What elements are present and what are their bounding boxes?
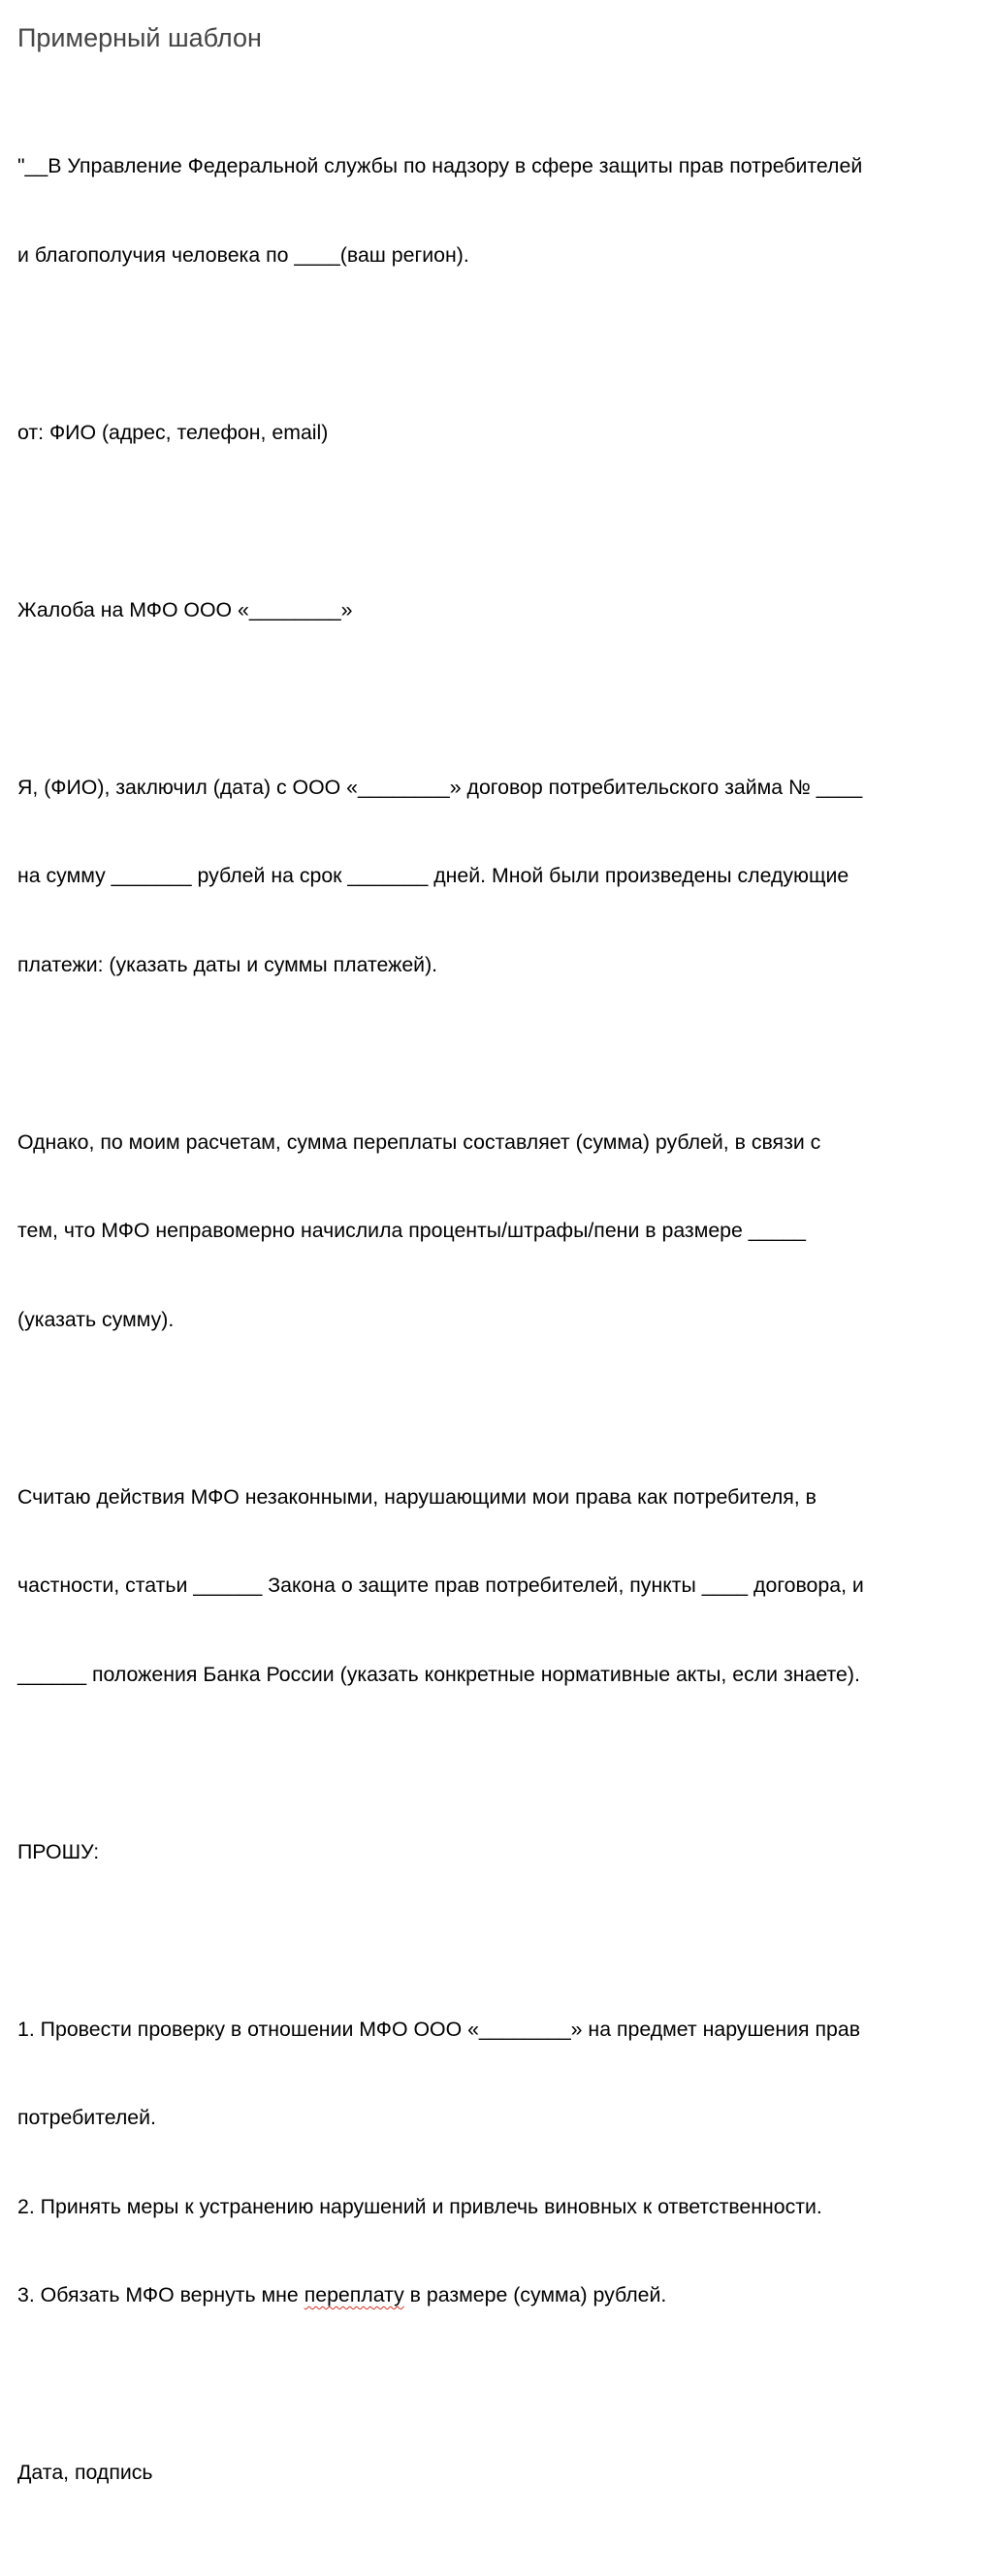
request-list	[17, 1956, 987, 2369]
subject-paragraph	[17, 536, 987, 684]
overpayment-line-1: Однако, по моим расчетам, сумма переплаты составляет (сумма) рублей, в связи с	[17, 1129, 821, 1154]
contract-line-2: на сумму _______ рублей на срок _______ дней. Мной были произведены следующие	[17, 864, 849, 887]
request-item-3	[17, 2280, 987, 2310]
overpayment-paragraph	[17, 1068, 987, 1394]
overpayment-line-2: тем, что МФО неправомерно начислила проценты/штрафы/пени в размере _____	[17, 1219, 807, 1242]
spellcheck-word[interactable]: переплату	[304, 2283, 404, 2306]
contract-line-3: платежи: (указать даты и суммы платежей).	[17, 952, 438, 976]
request-item-2: 2. Принять меры к устранению нарушений и привлечь виновных к ответственности.	[17, 2194, 822, 2218]
request-header: ПРОШУ:	[17, 1839, 100, 1863]
from-line: от: ФИО (адрес, телефон, email)	[17, 420, 329, 444]
violation-paragraph	[17, 1423, 987, 1749]
signature-paragraph	[17, 2399, 987, 2547]
request-item-1-line-1: 1. Провести проверку в отношении МФО ООО «________» на предмет нарушения прав	[17, 2017, 861, 2041]
document-title: Примерный шаблон	[17, 23, 262, 52]
request-item-3-after: в размере (сумма) рублей.	[403, 2283, 667, 2306]
violation-line-2: частности, статьи ______ Закона о защите прав потребителей, пункты ____ договора, и	[17, 1574, 864, 1597]
request-item-1-line-2: потребителей.	[17, 2106, 156, 2129]
overpayment-line-3: (указать сумму).	[17, 1307, 175, 1331]
request-item-3-before: 3. Обязать МФО вернуть мне	[17, 2283, 304, 2306]
addressee-paragraph	[17, 92, 987, 329]
signature-line: Дата, подпись	[17, 2461, 153, 2484]
addressee-line-1: "__В Управление Федеральной службы по надзору в сфере защиты прав потребителей	[17, 154, 863, 177]
violation-line-3: ______ положения Банка России (указать конкретные нормативные акты, если знаете).	[17, 1662, 860, 1686]
request-header-paragraph	[17, 1778, 987, 1926]
contract-paragraph	[17, 714, 987, 1039]
document-page	[17, 0, 987, 2576]
contract-line-1: Я, (ФИО), заключил (дата) с ООО «________» договор потребительского займа № ____	[17, 775, 863, 799]
violation-line-1: Считаю действия МФО незаконными, нарушающими мои права как потребителя, в	[17, 1484, 817, 1509]
addressee-line-2: и благополучия человека по ____(ваш регион).	[17, 242, 469, 267]
from-paragraph	[17, 359, 987, 507]
subject-line: Жалоба на МФО ООО «________»	[17, 597, 353, 621]
